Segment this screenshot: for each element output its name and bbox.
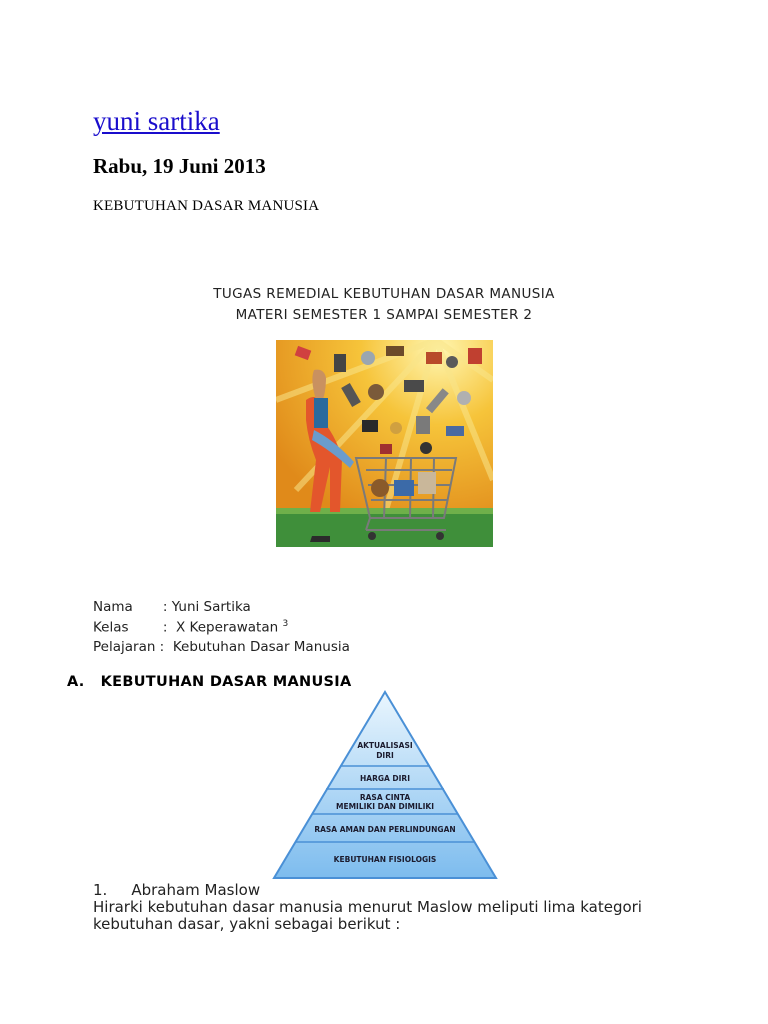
student-name-value: Yuni Sartika: [171, 599, 251, 615]
pyramid-level-3-line-2: MEMILIKI DAN DIMILIKI: [336, 802, 434, 811]
paragraph-line-1: Hirarki kebutuhan dasar manusia menurut Maslow meliputi lima kategori: [93, 898, 642, 916]
maslow-pyramid: [272, 690, 498, 882]
pyramid-level-5: KEBUTUHAN FISIOLOGIS: [333, 855, 437, 864]
section-a-heading: A. KEBUTUHAN DASAR MANUSIA: [67, 674, 352, 690]
student-subject-row: [93, 639, 350, 655]
task-title-line-2: MATERI SEMESTER 1 SAMPAI SEMESTER 2: [235, 307, 533, 323]
post-title: KEBUTUHAN DASAR MANUSIA: [93, 198, 320, 214]
pyramid-level-2: HARGA DIRI: [359, 774, 411, 783]
pyramid-level-1-line-1: AKTUALISASI: [357, 741, 413, 750]
pyramid-level-1-line-2: DIRI: [376, 751, 394, 760]
student-subject-label: Pelajaran :: [93, 639, 173, 655]
student-subject-value: Kebutuhan Dasar Manusia: [172, 639, 350, 655]
student-name-label: Nama :: [93, 599, 172, 615]
student-class-row: [93, 619, 288, 636]
pyramid-level-4: RASA AMAN DAN PERLINDUNGAN: [314, 825, 456, 834]
list-item-1-label: Abraham Maslow: [131, 881, 261, 899]
paragraph-line-2: kebutuhan dasar, yakni sebagai berikut :: [93, 915, 401, 933]
student-class-superscript: 3: [282, 619, 289, 629]
pyramid-level-3-line-1: RASA CINTA: [359, 793, 411, 802]
consumer-illustration: [276, 340, 493, 547]
task-title-line-1: TUGAS REMEDIAL KEBUTUHAN DASAR MANUSIA: [213, 286, 555, 302]
student-name-row: [93, 599, 251, 615]
student-class-value: X Keperawatan: [176, 619, 283, 636]
student-class-label: Kelas :: [93, 619, 177, 636]
list-item-1-number: 1.: [93, 881, 108, 899]
list-item-1: [93, 881, 260, 899]
post-date: Rabu, 19 Juni 2013: [93, 154, 266, 178]
blog-title-link[interactable]: yuni sartika: [93, 106, 220, 136]
